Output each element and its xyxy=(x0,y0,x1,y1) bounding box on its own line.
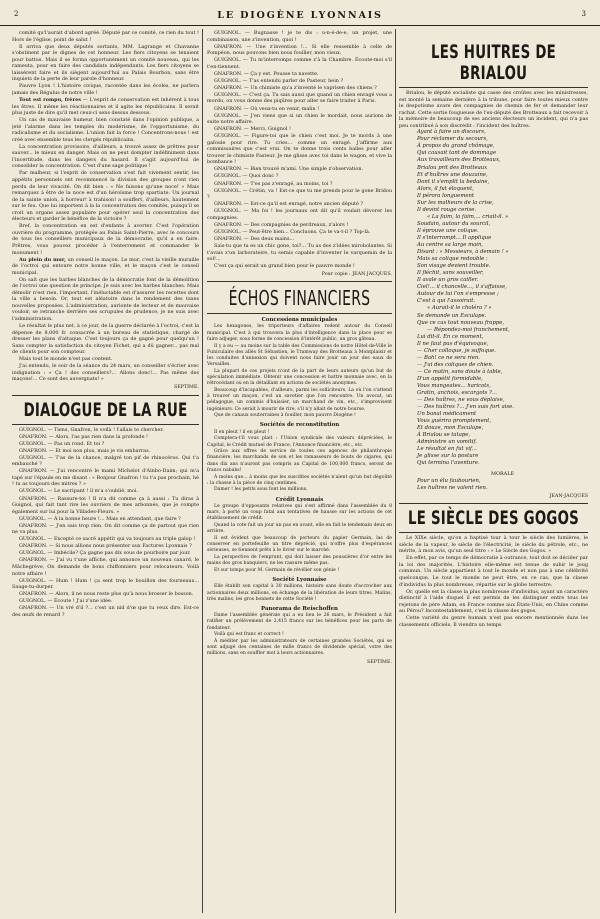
paragraph: Il y a eu — au moins sur la table des Commissions de notre Hôtel-de-Ville le Funiculaire des allés St Sébastien, le Tramway des Brotteaux à Montplaisir et les conduites d'annexion qui doivent nous faire jouir un jour des eaux de Versailles. xyxy=(207,343,392,368)
poem-line: À Brialou se tatape, xyxy=(417,432,471,439)
column-rule-left xyxy=(202,29,203,913)
signature: JEAN-JACQUES xyxy=(549,493,588,499)
bold-lead: Au plein du mur, xyxy=(19,256,66,263)
article-politics xyxy=(12,30,199,392)
poem-line: Ciel!... il chancelle..., il s'affaisse, xyxy=(417,284,507,291)
poem-line: Il avale un gros cailler. xyxy=(417,277,479,284)
paragraph: Que de canaux souterraines à fouiller, mon pauvre Diogène ! xyxy=(214,413,356,419)
poem-line: Pour réclamer du secours, xyxy=(417,136,488,143)
paragraph: Grâce aux offres de service de toutes ces agences de philanthropie financière, les marchands de son et les ramasseurs de bouts de cigares, qui dans dix ans n'auront pas compris au Capital de 100,000 francs, seront de francs nababs! xyxy=(207,449,392,473)
dialogue-line: GUIGNOL. — Ma foi ! les journaux ont dit qu'il voulait dévorer les compagnies. xyxy=(207,208,392,221)
dialogue-line: GUIGNOL. — Le sacripant ! il m'a s'oublié, moi. xyxy=(19,488,139,495)
poem-line: Sur les malheurs de la crise, xyxy=(417,199,494,206)
poem-line: Administre un vomitif. xyxy=(417,439,477,446)
poem-line: Que ce cas tout nouveau frappe, xyxy=(417,319,505,326)
dialogue-line: GNAFRON. — J'ai rencontré le mami Michelot d'Ainbo-Daim; qui m'a tapé sur l'épaule en me disant : « Bonjour Gnafron ! tu t'a pas prochain, hé ! tu as toujours des mitres ? » xyxy=(12,468,199,488)
signature: SEPTIME. xyxy=(173,384,199,390)
financial-news xyxy=(207,317,392,666)
dialogue-line: GNAFRON. — Des deux mains... xyxy=(214,235,295,242)
masthead xyxy=(0,3,600,26)
dialogue-line: GUIGNOL. — Pas un rond. Et toi ? xyxy=(19,440,105,447)
dialogue-part2 xyxy=(207,30,392,278)
separator xyxy=(399,87,588,88)
separator xyxy=(399,532,588,533)
paragraph: Pauvre Lyon ! L'histoire civique, racontée dans les écoles, ne parlera jamais des Régulus de notre ville ! xyxy=(12,83,199,96)
poem-line: — Cher colloque, je suffoque. xyxy=(417,347,496,354)
dialogue-line: GUIGNOL. — Écoute ! J'ai z'une idée. xyxy=(19,598,113,605)
section-title: Panorama de Reischoffen xyxy=(261,605,338,612)
paragraph: comité qu'l'aurait d'abord agréé. Député par ce comité, ce rien du tout ! Hors de l'église, point de salut ! xyxy=(12,30,199,43)
paragraph: Brialou, le député socialiste qui casse des croûtes avec les ministresses, est monté la semaine dernière à la tribune, pour faire toutes mieux contre le despotisme avare des compagnies de chemin de fer et demander leur rachat. Cette sortie fougueuse de l'ex-député des Brotteaux a fait recevoir à la mémoire de beaucoup de ses anciens électeurs un incident, qui n'a pas peu contribué à son discrédit : l'incident des huîtres. xyxy=(399,90,588,129)
paragraph: Il en pleut ! il en pleut ! xyxy=(214,429,270,435)
poem-line: C'est à qui l'assoirait. xyxy=(417,298,476,305)
paragraph: À moins que... à moins que les suscdites sociétés n'aient qu'un but dégoûté : la chasse à la pièce de cinq centimes. xyxy=(207,474,392,486)
poem-line: Et d'huîtres une douzaine, xyxy=(417,171,488,178)
dialogue-line: GNAFRON. — Un vré d'il ?... c'est un nid d'œ que tu veux dire. Est-ce des œufs de renard ? xyxy=(12,605,199,618)
paragraph: Le résultat le plus net, à ce jour, de la guerre déclarée à l'octroi, c'est la dépense de 8,000 fr. consacrée à un bureau de statistique, chargé de dresser les plans d'attaque. C'est toujours ça de gagné pour quelqu'un ! Sans compter la satisfaction du citoyen Fichet, qui a dû gagner... pas mal de clients pour son compteur. xyxy=(12,323,199,356)
poem-line: Ayant à faire un discours, xyxy=(417,129,486,136)
poem-line: Se demande un Esculape. xyxy=(417,312,487,319)
paragraph-text: un conseil le maçon. Le mur, c'est la vieille muraille de l'octroi qui entoure notre bonne ville, et le maçon c'est le conseil municipal. xyxy=(12,256,199,276)
dialogue-line: GNAFRON. — J'ai vu t'une affiche, qui annonce un nouveau canard, le Mâchegrève, On demande de bons chiffonniers pour relocateurs. Voilà notre affaire ! xyxy=(12,557,199,577)
dialogue-line: GUIGNOL. — J'en viens que si un chien le mordait, nous aurions de suite notre affaire. xyxy=(207,112,392,126)
poem-line: Et douze, mon Esculape, xyxy=(417,425,484,432)
poem-line: Il s'interrompt... Il applique xyxy=(417,234,492,241)
poem xyxy=(399,129,588,491)
paragraph: Par malheur, si l'esprit de conservation s'est fait vivement sentir, les appétits personnels ont recommencé la division des groupes n'ont rien perdu de leur vivacité. On dit bien : « Ne faisons qu'une noce! » Mais remarquez à être de la noce est d'un héroïsme trop spartiate. Un journal de la sainte union, à horreur! à trahison! a souffert, d'ailleurs, hautement sur le feu. Que lui importent à la la concentration des comités, puisqu'il se croit un organe assez populaire pour opérer seul la concentration des électeurs et garder le bénéfice de la victoire ? xyxy=(12,170,199,223)
poem-line: Autour de lui l'on s'empresse ; xyxy=(417,291,499,298)
paragraph: Comptera-t'il vous plait : l'Union syndicale des valeurs dépréciées, le Capital, le Crédit mutuel de France, l'Annonce financière, etc., etc. xyxy=(207,436,392,448)
column-left xyxy=(12,30,199,913)
heading-echos: ÉCHOS FINANCIERS xyxy=(228,286,371,311)
poem-line: « Aurait-il le choléra ? » xyxy=(427,305,492,312)
paragraph: Mais tout le monde n'est pas content. xyxy=(19,356,113,363)
newspaper-title: LE DIOGÈNE LYONNAIS xyxy=(217,10,383,21)
dialogue-line: GNAFRON. — Alors, l'as pas rien dans la profonde ! xyxy=(19,433,148,440)
separator xyxy=(399,503,588,504)
poem-line: Au centre sa large main, xyxy=(417,242,484,249)
poem-line: Je glisse sur la posture xyxy=(417,453,479,460)
paragraph: Il arriva que deux députés sortants, MM. Lagrange et Chavanne s'obstinent par le dignes de cet honneur. Les fiers citoyens se tenaient pour battus. Mais il se forma opportunément un comité nouveau, qui les rameuta, pour en faire des candidats indépendants. Les fiers citoyens se laissèrent faire et ils siègent aujourd'hui au Palais Bourbon, sans être inquiets de la perte de leur parole d'honneur. xyxy=(12,43,199,83)
section-title: Société Lyonnaise xyxy=(272,577,327,584)
paragraph: Damer ! les petits sous font les millions. xyxy=(214,487,308,493)
poem-line: Il devint rouge cerise. xyxy=(417,206,477,213)
paragraph: En effet, par ce temps de démocratie à outrance, tout doit se décider par la loi des majorités. L'histoire elle-même est tenue de subir le joug commun. Un siècle appartient à tout le monde et non pas à une célébrité quelconque. Le tout le monde ne peut être, en ce cas, que la classe d'individus la plus nombreuse, répartie sur le globe terrestre. xyxy=(399,555,588,588)
dialogue-line: GNAFRON. — Si nous allions nous présenter aux Factures Lyonnais ? xyxy=(19,543,192,550)
dialogue-line: GUIGNOL. — Imbécile? Ça gagne pas dix sous de pourboire par jour. xyxy=(19,550,191,557)
poem-line: Il éprouve une colique. xyxy=(417,227,479,234)
paragraph: Les hexagones, les triporteurs d'affaires rodent autour du Conseil municipal. C'est à qui trouvera la plus d'intelligence dans la place pour se faire adjuger, sous forme de concession d'intérêt public, un gros gâteau. xyxy=(207,324,392,342)
page-number-left: 2 xyxy=(14,10,19,18)
paragraph: Voilà qui est franc et correct ! xyxy=(214,632,284,638)
heading-dialogue: DIALOGUE DE LA RUE xyxy=(23,398,188,421)
poem-line: Vous mangeates... haricots, xyxy=(417,382,491,389)
dialogue-line: GNAFRON. — Alors, il ne nous reste plus qu'à nous brosser le bosson. xyxy=(19,591,194,598)
dialogue-line: GUIGNOL. — Excepté ce sacré appétit qui va toujours au triple galop ! xyxy=(19,536,196,543)
moral-label: MORALE xyxy=(490,470,515,477)
separator xyxy=(12,424,199,425)
paragraph-text: — L'esprit de conservation est inhérent à tous les êtres. Il même les réactionnaires et il agite les républicains. Il serait plus juste de dire qu'il met ceux-ci sens dessus dessous. xyxy=(12,96,199,117)
dialogue-line: GUIGNOL. — À la bonne heure !... Mais en attendant, que faire ? xyxy=(19,515,181,522)
poem-line: Un banal médicament xyxy=(417,411,477,418)
dialogue-line: GNAFRON. — Ça y est. Pousse ta navette. xyxy=(214,70,319,77)
paragraph: La perspective de l'emprunt, qui doit laisser des poussières d'or entre les mains des gros banquiers, ne les rassure même pas. xyxy=(207,555,392,567)
poem-line: — Bah! ce ne sera rien. xyxy=(417,354,480,361)
signature: SEPTIME. xyxy=(366,659,392,665)
poem-line: Le résultat en fut vif... xyxy=(417,446,477,453)
poem-line: Son visage devient trouble. xyxy=(417,263,491,270)
paragraph: Le XIXe siècle, qu'on a baptisé tour à tour le siècle des lumières, le siècle de la vapeur, le siècle de l'électricité, le siècle du pétrole, etc., ne mérite, à mon avis, qu'un seul titre : « Le Siècle des Gogos. » xyxy=(399,535,588,555)
paragraph: Or, quelle est la classe la plus nombreuse d'individus, ayant un caractère distinctif à l'aide duquel il est permis de les distinguer entre tous les rejetons de père Adam, en France comme aux États-Unis, en Chine comme au Pérou? Incontestablement, c'est la classe des gogos. xyxy=(399,588,588,615)
poem-line: Vous guérira promptement, xyxy=(417,418,492,425)
paragraph: Et sur tomps pour M. Germain de révélier son génie ! xyxy=(214,567,340,573)
dialogue-line: GUIGNOL. — C'est ça. Tu sais aussi que quand un chien enragé vous a mordu, on vous donne des piqûres pour aller se faire traiter à Paris. xyxy=(207,91,392,105)
paragraph: Beaucoup d'incapables, d'ailleurs, parmi les solliciteurs. La où l'on s'attend à trouver un maçon, c'est un savetier que l'on rencontre. Un avocat, un pédagogue, un commis d'huissier, un marchand de vin, etc., s'improvisent ingénieurs. Ce serait à mourir de rire, s'il n'y allait de notre bourse. xyxy=(207,387,392,412)
poem-line: Qui causait tant de dommage xyxy=(417,150,497,157)
page-number-right: 3 xyxy=(581,10,586,18)
dialogue-line: GNAFRON. — Une z'invention !... Si elle ressemble à celle de Pompéon, nous pouvons bien nous fouiller, mon vieux. xyxy=(207,43,392,57)
poem-line: Alors, il fut éloquent, xyxy=(417,185,474,192)
column-right xyxy=(399,30,588,913)
dialogue-line: GUIGNOL. — T'as de la chance, malgré ton pif de rhinocéros. Qui t'a embauché ? xyxy=(12,454,199,468)
dialogue-line: GUIGNOL. — Quoi donc ? xyxy=(214,173,279,180)
paragraph: Quand la cote fait un jour un pas en avant, elle en fait le lendemain deux en arrière. xyxy=(207,522,392,535)
poem-line: Il pérora longuement xyxy=(417,192,475,199)
paragraph: Il est évident que beaucoup de porteurs du papier Germain, las de conserver en portefeuille un titre déprécié, qui n'offre plus d'espérances sérieuses, se tiennent prêts à le livrer sur le marché. xyxy=(207,535,392,554)
poem-line: — Des huîtres, ne vous déplaise, xyxy=(417,397,505,404)
poem-line: Soudain, autour du sourcil, xyxy=(417,220,491,227)
poem-line: — J'ai des coliques de chien. xyxy=(417,361,494,368)
poem-line: Il fléchit, sans souveiller, xyxy=(417,270,484,277)
poem-line: « La faim, la faim,... criait-il. » xyxy=(427,213,509,220)
bold-lead: Tout est rompu, frères xyxy=(19,96,81,103)
dialogue-line: GUIGNOL. — Tu m'interromps comme z'à la Chambre. Écoute-moi s'il t'en-tiennent. xyxy=(207,57,392,70)
poem-line: Lui dit-il. En ce moment, xyxy=(417,333,484,340)
paragraph xyxy=(12,257,199,277)
dialogue-line: GNAFRON. — Des compagnies de perdreaux, z'alors ! xyxy=(214,221,349,228)
heading-huitres: LES HUITRES DE BRIALOU xyxy=(431,41,556,84)
poem-line: Dont il s'emplit la bedaine, xyxy=(417,178,490,185)
dialogue-line: GUIGNOL. — T'as entendu parler de Pasteur, hein ? xyxy=(214,77,344,84)
paragraph: Elle établit son capital à 30 millions, histoire sans doute d'accrocher aux actionnaires deux millions, en échange de la libération de leurs titres. Malins, très malins, les gros bonnets de cette Société ! xyxy=(207,584,392,602)
paragraph: Cette variété du genre humain n'est pas encore mentionnée dans les classements officiels. Il viendra un temps xyxy=(399,615,588,628)
dialogue-line: GNAFRON. — Est-ce qu'il est enragé, notre ancien député ? xyxy=(214,201,364,208)
dialogue-line: GUIGNOL. — Peut-être bien... Concluons. Ça te va-t-il ? Top-là. xyxy=(214,228,371,235)
paragraph: J'ai entendu, le soir de la séance du 24 mars, un conseiller s'écrier avec indignation : « Ça ! des conseillers?... Allons donc!... Pas même des maçons!... Ce sont des auvergnats! » xyxy=(12,363,199,383)
dialogue-line: GUIGNOL. — Crétin, va ! Est-ce que tu me prends pour le gone Bridou ? xyxy=(207,187,392,201)
moral-line: Pour un élu faubourien, xyxy=(417,477,481,484)
dialogue-line: GNAFRON. — Et moi non plus, mais je vis embarras. xyxy=(19,447,151,454)
section-title: Crédit Lyonnais xyxy=(275,496,324,503)
dialogue-line: GNAFRON. — Un chimiste qu'a z'inventé le vaprisen des chiens ? xyxy=(214,84,377,91)
poem-line: Il ne faut pas d'équivoque, xyxy=(417,340,489,347)
dialogue-line: GNAFRON. — Où veux-tu en venir, malin ! xyxy=(214,105,320,112)
paragraph: À méditer par les administrateurs de certaines grandes Sociétés, qui se sont adjugé des centaines de mille francs de dividende spécial, votre des millions, sans en souffler mot à leurs actionnaires. xyxy=(207,638,392,657)
poem-line: Gratin, anchois, escargots ?... xyxy=(417,390,497,397)
separator xyxy=(207,313,392,314)
dialogue-line: GNAFRON. — Bien trouvé m'ami. Une simple z'observation. xyxy=(214,166,364,173)
dialogue-line: Sais-tu que tu es un chic gone, toi?... Tu as des z'idées mirobolantes. Si t'avais z'un larborateire, tu serais capable d'inventer le varquemin de la sol!... xyxy=(207,242,392,263)
paragraph: La plupart de ces projets n'ont de la part de leurs auteurs qu'un but de spéculation immédiate. Obtenir une concession et battre monnaie avec, en la rétrocédant ou en la détaillant en actions de sociétés anonymes. xyxy=(207,368,392,387)
paragraph xyxy=(12,97,199,117)
poem-line: D'un appétit formidable, xyxy=(417,375,483,382)
paragraph: Dame l'assemblée générale qui a eu lieu le 26 mars, le Président a fait ratifier un prélèvement de 2,415 francs sur les bénéfices pour les parts de fondateur. xyxy=(207,613,392,631)
dialogue-line: GNAFRON. — Rassure-toi ! Il n'a dit comme ça à aussi : Tu diras à Guignol, qui fait tant rire les ouvriers de mes arbonnés, que je compte également sur lui pour la Villades-Fleurs. » xyxy=(12,495,199,515)
dialogue-line: GNAFRON. — T'es pas z'enragé, au moins, toi ? xyxy=(214,180,333,187)
dialogue-line: GUIGNOL. — Tiens, Gnafron, le voilà ! l'allais te chercher. xyxy=(19,426,164,433)
paragraph: La concentration provisoire, d'ailleurs, a trouvé assez de prêtres pour sauver... le mieux en danger. Mais on ne peut dompter indéfiniment dans l'incertitude, dans les dangers du hasard. Il s'agit aujourd'hui de consolider la concentration. C'est d'une sage politique ! xyxy=(12,143,199,170)
dialogue-line: GUIGNOL. — Bugnasse ! je te dis : u-n-é-de-e, un projet, une combinaison, une z'invention, quoi ! xyxy=(207,30,392,43)
separator xyxy=(12,395,199,396)
separator xyxy=(207,281,392,282)
dialogue-line: GNAFRON. — J'en sais trop rien. On dit comme ça de partout que rien ne va plus. xyxy=(12,522,199,536)
dialogue-line: C'est ça qui serait un grand bien pour le pauvre monde ! xyxy=(214,263,355,270)
poem-line: Aux travailleurs des Brotteaux, xyxy=(417,157,501,164)
column-middle xyxy=(207,30,392,913)
heading-siecle: LE SIÈCLE DES GOGOS xyxy=(408,507,579,530)
poem-line: — Ce matin, sans doute à table, xyxy=(417,368,503,375)
section-title: Sociétés de reconstitution xyxy=(259,422,340,429)
poem-line: Brialou prit des Brotteaux xyxy=(417,164,488,171)
poem-line: Mais sa colique redouble : xyxy=(417,256,488,263)
column-rule-right xyxy=(395,29,396,913)
paragraph: Le groupe d'opposants relatives qui s'est affirmé dans l'assemblée du 8 mars, à porté un coup fatal aux tentatives de hausse sur les actions de cet établissement de crédit. xyxy=(207,503,392,522)
dialogue-line: GUIGNOL. — Hum ! Hum ! ça sent trop le bouillon des fourneaux... Sauge-tu-durper. xyxy=(12,577,199,591)
signature: Pour copie : JEAN JACQUES. xyxy=(321,271,392,277)
paragraph: On sait que les barbes blanches de la démocratie font de la démolition de l'octroi une question de principe. Je suis avec les barbes blanches. Mais démolir n'est rien, l'important, l'inéluctable est d'assurer les recettes dont la ville a besoin. Or, tout est aléatoire dans le rendement des taxes nouvelles proposées. L'administration, aurionte de lecteur et de mauvaise vouloir, se retranche derrière ses scrupules de prudence, je ne suis avec l'administration. xyxy=(12,276,199,323)
moral-line: Les huîtres ne valent rien. xyxy=(417,484,488,491)
section-title: Concessions municipales xyxy=(261,317,338,324)
poem-line: — Répondez-moi franchement, xyxy=(427,326,510,333)
paragraph: Un cas de mauvaise humeur, bien constaté dans l'opinion publique, a jeté l'alarme dans les temples du modérisme, de l'opportunisme, du radicalisme et du socialisme. L'union fait la force ! Concentrons-nous ! est créé avec ensemble tous les clergés républicains. xyxy=(12,117,199,143)
dialogue-part1 xyxy=(12,427,199,619)
paragraph: Bref, la concentration en est d'enfants à avorter. C'est l'opération ouvrière du programme, protégée au Palais Saint-Pierre, avec le concours de tous les conseillers municipaux de la démocratie, qu'il a en faire. Prêtres, vous pouvez procéder à l'enterrement et commander le monument ! xyxy=(12,223,199,256)
poem-line: Disant : « Messieurs, à demain ! » xyxy=(417,249,509,256)
poem-line: Qui termina l'aventure. xyxy=(417,460,480,467)
poem-line: — Des huîtres ?... J'en suis fort aise. xyxy=(417,404,514,411)
dialogue-line: GUIGNOL. — Figure-toi que le chien c'est moi. Je te mords à une gafoule pour rire. Tu cries... comme un enragé. J'affirme aux commissaires que c'est vrai. On te donne trois cents balles pour aller trouver le chimiste Pasteur. Je me glisse avec toi dans le wagon, et vive la bombance ! xyxy=(207,133,392,166)
poem-line: À propos du grand chômage, xyxy=(417,143,495,150)
dialogue-line: GNAFRON. — Merci, Guignol ! xyxy=(214,126,291,133)
